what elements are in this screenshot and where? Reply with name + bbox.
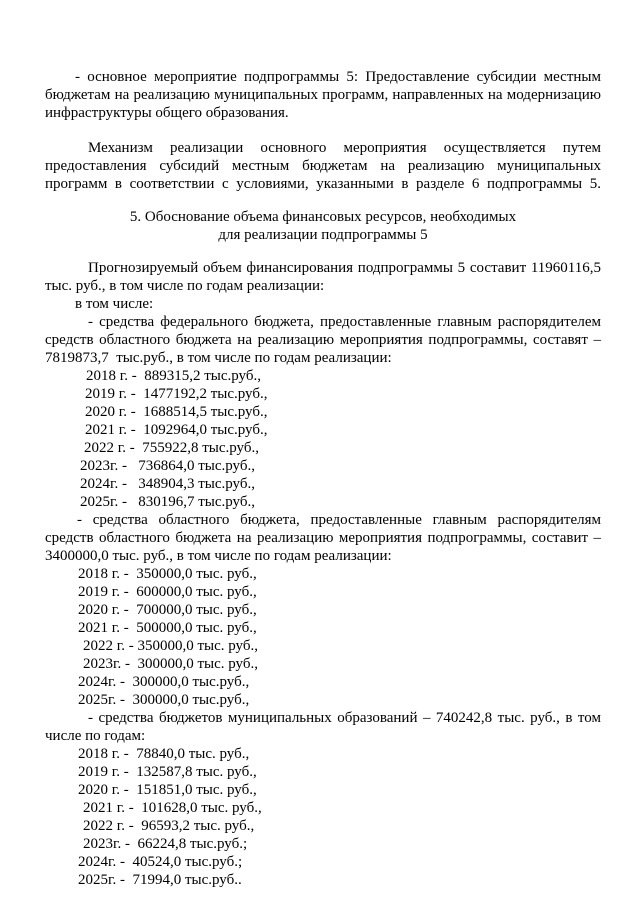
text-line: программ в соответствии с условиями, указанными в разделе 6 подпрограммы 5. — [45, 176, 601, 192]
municipal-year-item: 2024г. - 40524,0 тыс.руб.; — [78, 854, 243, 870]
regional-year-item: 2019 г. - 600000,0 тыс. руб., — [78, 584, 257, 600]
text-line: Прогнозируемый объем финансирования подпрограммы 5 составит 11960116,5 — [88, 260, 601, 276]
municipal-year-item: 2019 г. - 132587,8 тыс. руб., — [78, 764, 257, 780]
municipal-year-item: 2022 г. - 96593,2 тыс. руб., — [83, 818, 255, 834]
regional-year-list — [45, 565, 601, 709]
text-line: средств областного бюджета на реализацию мероприятия подпрограммы, составит – — [45, 530, 601, 546]
municipal-year-item: 2023г. - 66224,8 тыс.руб.; — [83, 836, 248, 852]
federal-funds-paragraph — [45, 313, 601, 367]
document-body — [45, 68, 601, 889]
including-label: в том числе: — [75, 296, 154, 312]
measure-paragraph — [45, 68, 601, 122]
text-line: предоставления субсидий местным бюджетам на реализацию муниципальных — [45, 158, 601, 174]
regional-year-item: 2022 г. - 350000,0 тыс. руб., — [83, 638, 258, 654]
text-line: - основное мероприятие подпрограммы 5: Предоставление субсидии местным — [75, 69, 601, 85]
text-line: тыс. руб., в том числе по годам реализации: — [45, 278, 325, 294]
section-heading-line: для реализации подпрограммы 5 — [218, 227, 428, 243]
text-line: 7819873,7 тыс.руб., в том числе по годам реализации: — [45, 350, 392, 366]
regional-year-item: 2024г. - 300000,0 тыс.руб., — [78, 674, 250, 690]
mechanism-paragraph — [45, 139, 601, 193]
federal-year-item: 2024г. - 348904,3 тыс.руб., — [80, 476, 255, 492]
text-line: 3400000,0 тыс. руб., в том числе по годам реализации: — [45, 548, 392, 564]
federal-year-item: 2020 г. - 1688514,5 тыс.руб., — [85, 404, 268, 420]
federal-year-item: 2023г. - 736864,0 тыс.руб., — [80, 458, 255, 474]
regional-year-item: 2025г. - 300000,0 тыс.руб., — [78, 692, 250, 708]
municipal-year-item: 2021 г. - 101628,0 тыс. руб., — [83, 800, 262, 816]
regional-year-item: 2018 г. - 350000,0 тыс. руб., — [78, 566, 257, 582]
federal-year-item: 2021 г. - 1092964,0 тыс.руб., — [85, 422, 268, 438]
text-line: - средства федерального бюджета, предоставленные главным распорядителем — [88, 314, 601, 330]
municipal-year-item: 2025г. - 71994,0 тыс.руб.. — [78, 872, 242, 888]
text-line: - средства областного бюджета, предоставленные главным распорядителям — [77, 512, 601, 528]
municipal-funds-paragraph — [45, 709, 601, 745]
text-line: числе по годам: — [45, 728, 146, 744]
text-line: средств областного бюджета на реализацию мероприятия подпрограммы, составят – — [45, 332, 601, 348]
section-heading — [45, 208, 601, 244]
text-line: Механизм реализации основного мероприятия осуществляется путем — [88, 140, 601, 156]
section-heading-line: 5. Обоснование объема финансовых ресурсов, необходимых — [129, 209, 517, 225]
federal-year-item: 2022 г. - 755922,8 тыс.руб., — [84, 440, 259, 456]
municipal-year-item: 2018 г. - 78840,0 тыс. руб., — [78, 746, 250, 762]
federal-year-item: 2025г. - 830196,7 тыс.руб., — [80, 494, 255, 510]
federal-year-list — [45, 367, 601, 511]
text-line: инфраструктуры общего образования. — [45, 105, 289, 121]
regional-year-item: 2023г. - 300000,0 тыс. руб., — [83, 656, 258, 672]
text-line: - средства бюджетов муниципальных образований – 740242,8 тыс. руб., в том — [88, 710, 601, 726]
financing-total-paragraph — [45, 259, 601, 295]
municipal-year-item: 2020 г. - 151851,0 тыс. руб., — [78, 782, 257, 798]
federal-year-item: 2019 г. - 1477192,2 тыс.руб., — [85, 386, 268, 402]
regional-year-item: 2021 г. - 500000,0 тыс. руб., — [78, 620, 257, 636]
federal-year-item: 2018 г. - 889315,2 тыс.руб., — [86, 368, 261, 384]
text-line: бюджетам на реализацию муниципальных программ, направленных на модернизацию — [45, 87, 601, 103]
municipal-year-list — [45, 745, 601, 889]
regional-year-item: 2020 г. - 700000,0 тыс. руб., — [78, 602, 257, 618]
regional-funds-paragraph — [45, 511, 601, 565]
financing-section — [45, 259, 601, 889]
